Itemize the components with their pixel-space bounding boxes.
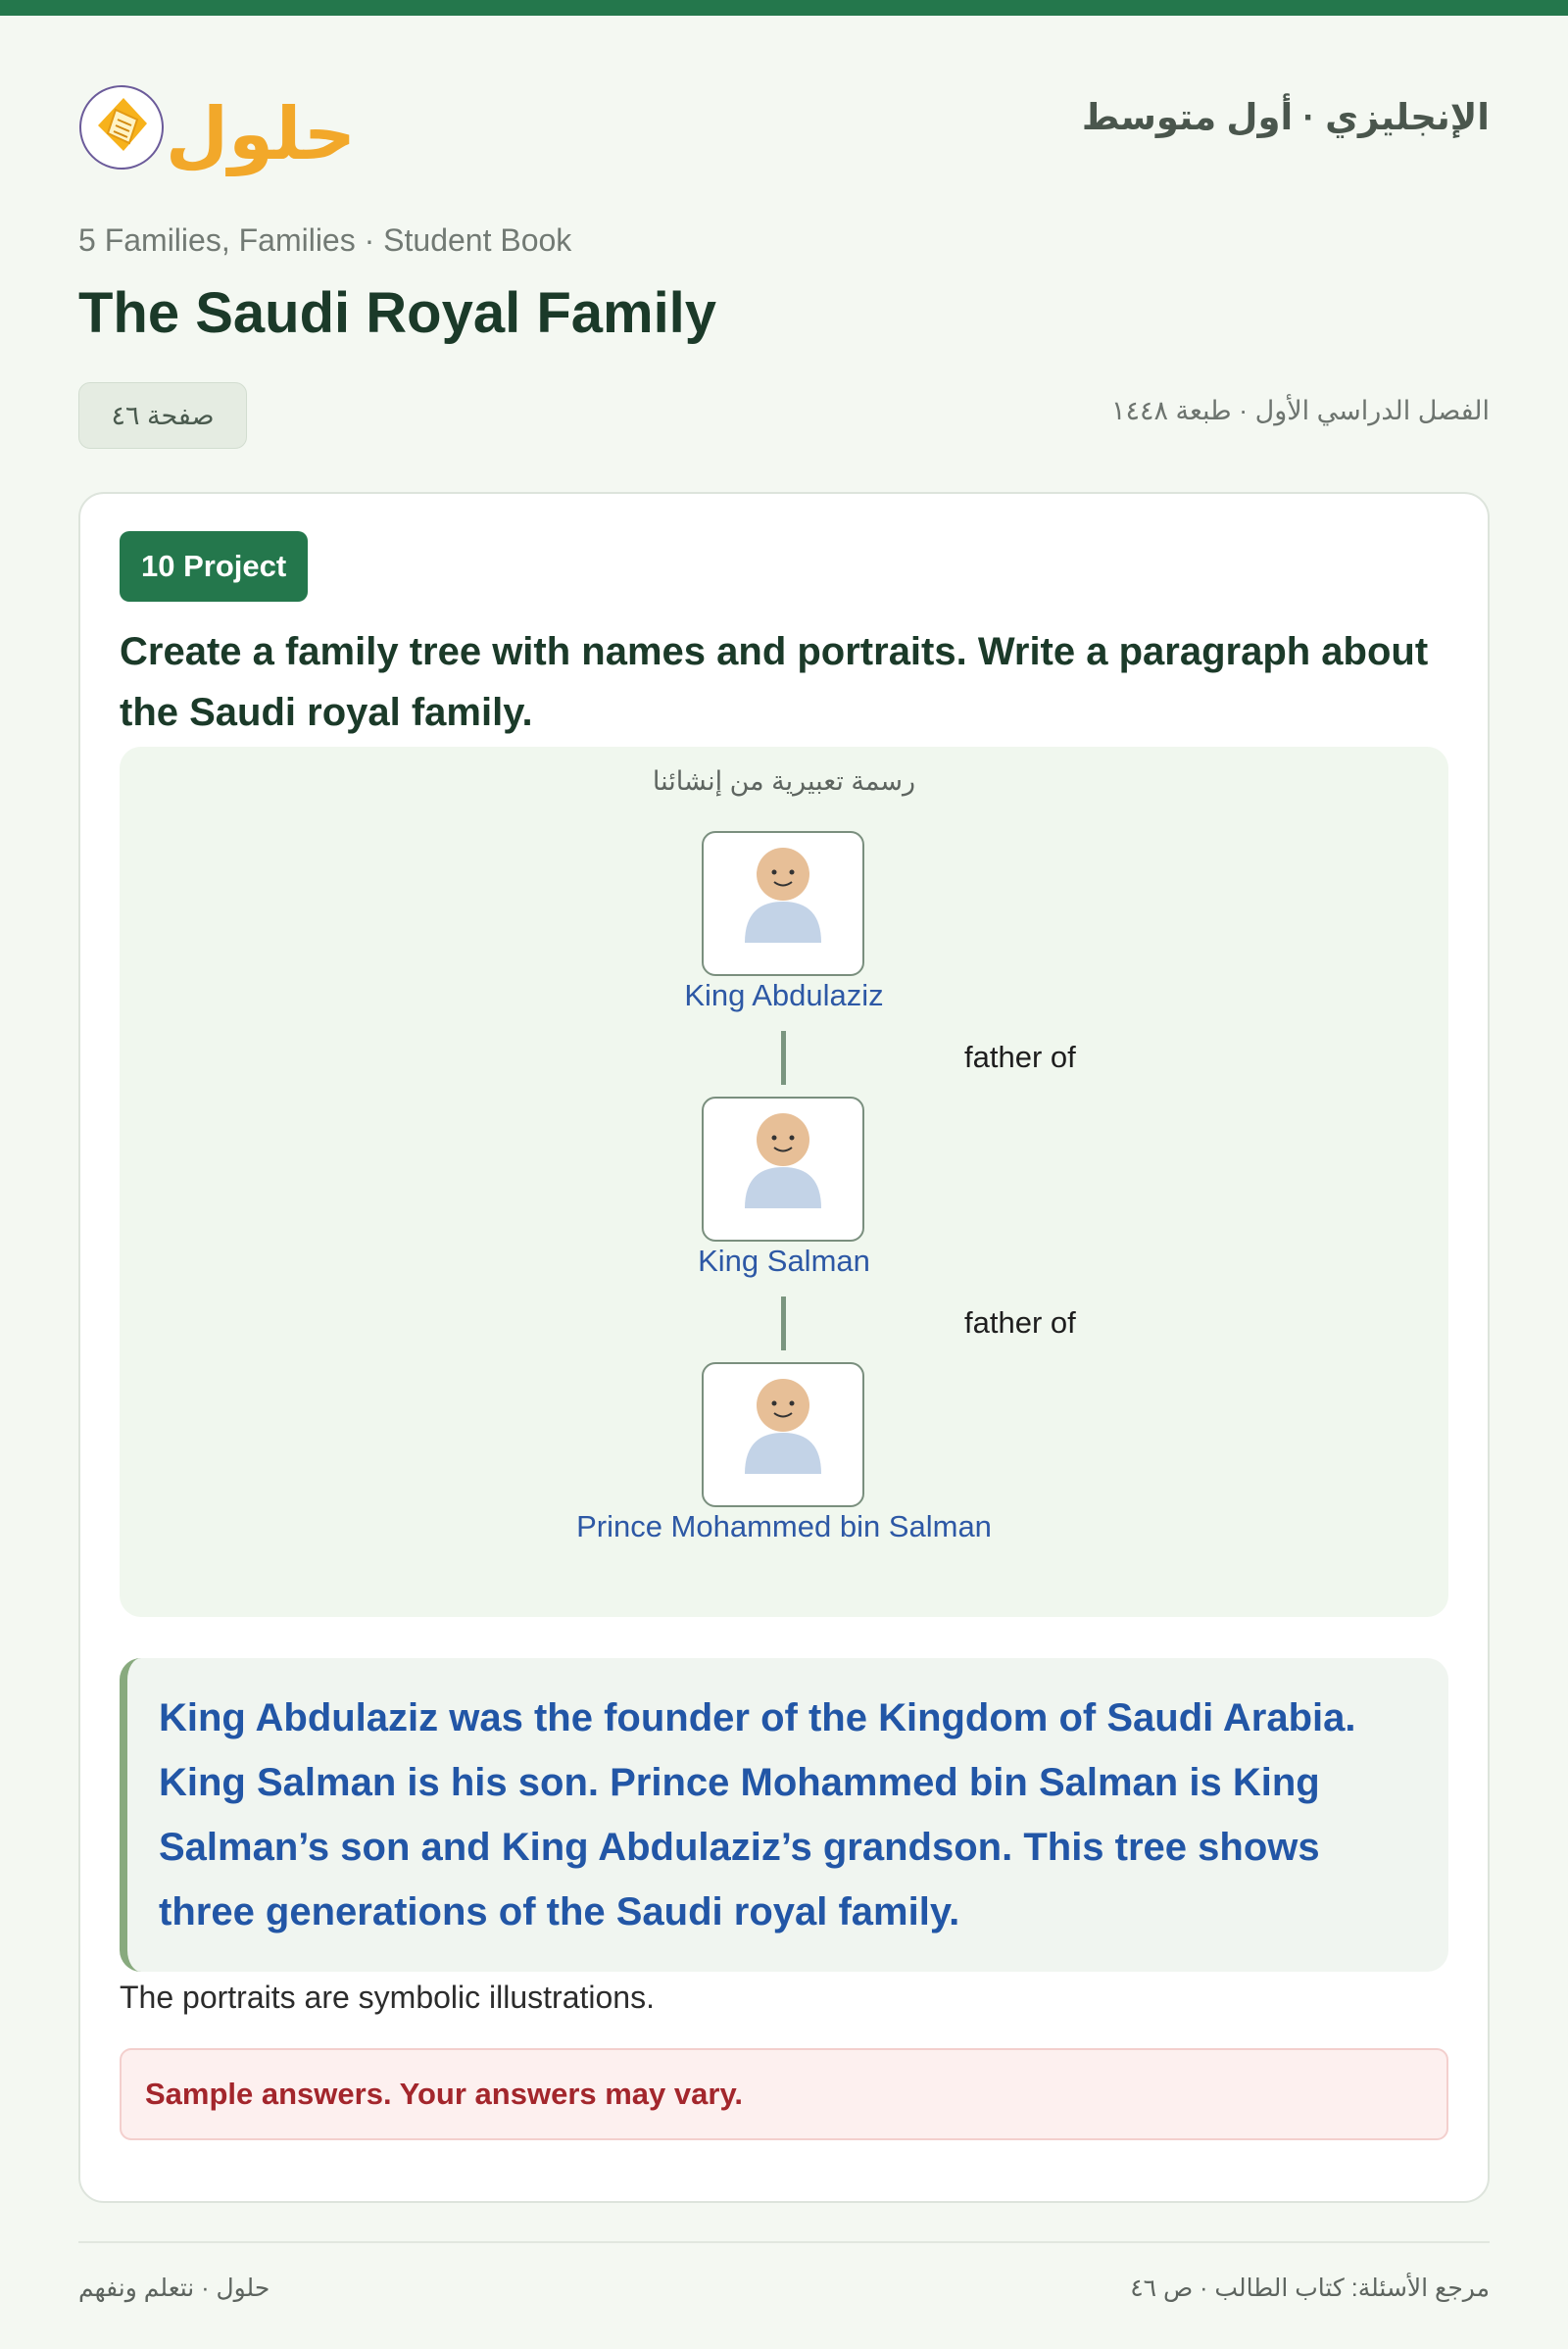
relation-label: father of [964,1040,1076,1074]
hulul-logo[interactable] [78,65,353,176]
exercise-card [78,492,1490,2203]
person-name: Prince Mohammed bin Salman [576,1509,992,1543]
portrait-king-salman [702,1097,864,1242]
subject-grade: الإنجليزي · أول متوسط [1081,97,1490,137]
footer-reference: مرجع الأسئلة: كتاب الطالب · ص ٤٦ [1130,2275,1490,2302]
answer-paragraph: King Abdulaziz was the founder of the Kingdom of Saudi Arabia. King Salman is his son. Prince Mohammed bin Salman is King Salman’s son and King Abdulaziz’s grandson. This tree shows three generations of the Saudi royal family. [120,1658,1448,1972]
portrait-prince-mohammed [702,1362,864,1507]
footer-divider [78,2241,1490,2243]
tree-connector [781,1031,786,1085]
footer-tagline: حلول · نتعلم ونفهم [78,2275,270,2302]
sample-answer-disclaimer: Sample answers. Your answers may vary. [120,2048,1448,2140]
breadcrumb: 5 Families, Families · Student Book [78,222,572,258]
person-name: King Abdulaziz [684,978,884,1012]
illustration-note: The portraits are symbolic illustrations. [120,1980,655,2015]
edition-info: الفصل الدراسي الأول · طبعة ١٤٤٨ [1110,396,1490,425]
tree-connector [781,1297,786,1350]
portrait-king-abdulaziz [702,831,864,976]
page-title: The Saudi Royal Family [78,281,717,345]
family-tree [120,747,1448,1617]
person-portrait-icon [704,1364,862,1505]
relation-label: father of [964,1305,1076,1340]
question-text: Create a family tree with names and portraits. Write a paragraph about the Saudi royal family. [120,630,1429,734]
logo-wordmark: حلول [165,92,353,176]
page-number-badge: صفحة ٤٦ [78,382,247,449]
person-name: King Salman [698,1244,870,1278]
tree-caption: رسمة تعبيرية من إنشائنا [652,766,916,796]
top-accent-bar [0,0,1568,16]
person-portrait-icon [704,1099,862,1240]
person-portrait-icon [704,833,862,974]
exercise-tag: 10 Project [120,531,308,602]
